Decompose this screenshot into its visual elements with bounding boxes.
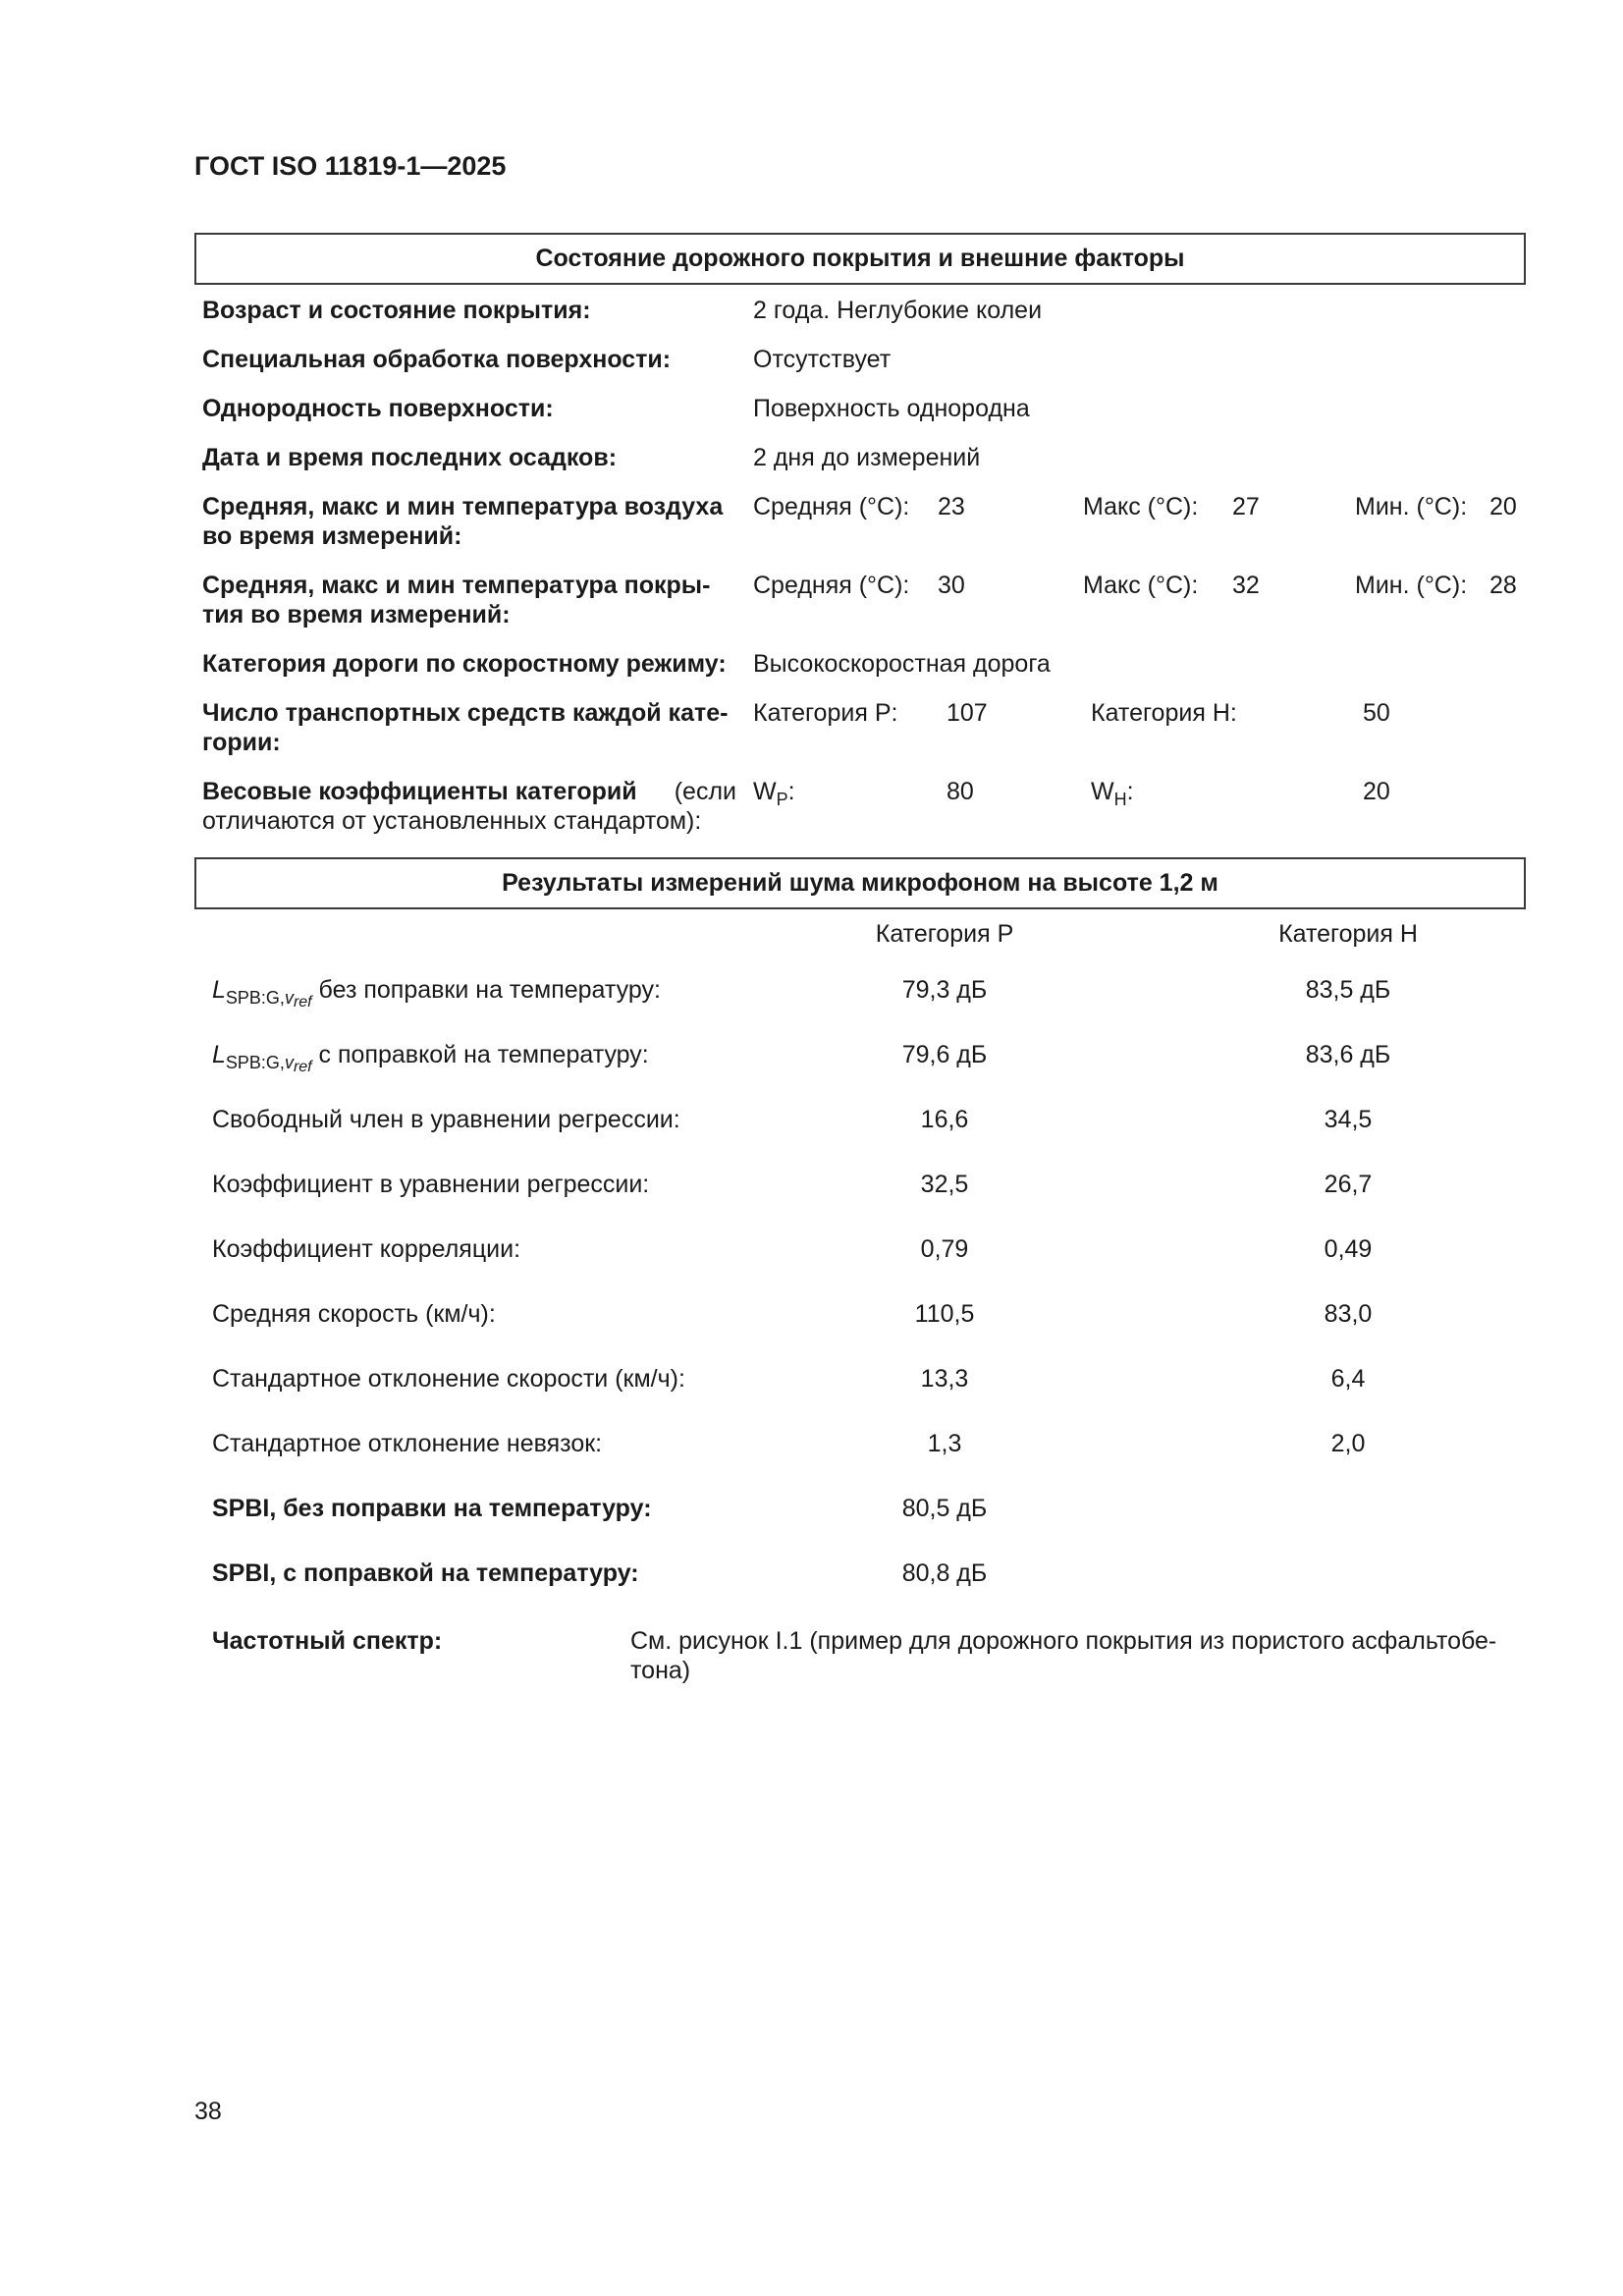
- results-value-category-p: 110,5: [914, 1300, 975, 1328]
- label-weights-line1: [202, 777, 736, 806]
- section-conditions-header: [194, 233, 1526, 285]
- results-row-label: Стандартное отклонение скорости (км/ч):: [212, 1365, 685, 1393]
- surface-temp-avg-label: Средняя (°C):: [753, 572, 910, 599]
- label-rain: Дата и время последних осадков:: [202, 444, 618, 471]
- results-row-label: $L_{SPB:G,vref}$ без поправки на температуру:: [212, 976, 661, 1011]
- air-temp-max-label: Макс (°C):: [1083, 493, 1199, 520]
- label-air-temp-line1: Средняя, макс и мин температура воздуха: [202, 493, 724, 520]
- surface-temp-min-value: 28: [1489, 572, 1517, 599]
- results-value-category-h: 83,0: [1324, 1300, 1373, 1328]
- results-value-category-p: 79,6 дБ: [901, 1041, 988, 1068]
- vehicles-cat-h-label: Категория H:: [1091, 699, 1237, 727]
- results-value-category-h: 2,0: [1330, 1430, 1366, 1457]
- section-results-title: Результаты измерений шума микрофоном на высоте 1,2 м: [502, 869, 1218, 897]
- results-row-label: SPBI, с поправкой на температуру:: [212, 1559, 639, 1587]
- weights-wp-value: 80: [947, 778, 974, 805]
- results-row-label: Стандартное отклонение невязок:: [212, 1430, 603, 1457]
- results-value-category-h: 26,7: [1324, 1171, 1373, 1198]
- results-value-category-h: 34,5: [1324, 1106, 1373, 1133]
- results-value-category-h: 0,49: [1324, 1235, 1373, 1263]
- label-vehicles-line1: Число транспортных средств каждой кате-: [202, 699, 729, 727]
- label-weights-normal: (если: [674, 778, 736, 805]
- results-row-label: SPBI, без поправки на температуру:: [212, 1495, 652, 1522]
- value-homogeneity: Поверхность однородна: [753, 395, 1030, 422]
- page-number: 38: [194, 2098, 222, 2125]
- vehicles-cat-h-value: 50: [1363, 699, 1390, 727]
- results-row-label: Коэффициент корреляции:: [212, 1235, 521, 1263]
- surface-temp-min-label: Мин. (°C):: [1355, 572, 1468, 599]
- value-treatment: Отсутствует: [753, 346, 892, 373]
- vehicles-cat-p-value: 107: [947, 699, 988, 727]
- value-rain: 2 дня до измерений: [753, 444, 981, 471]
- surface-temp-avg-value: 30: [938, 572, 965, 599]
- air-temp-max-value: 27: [1232, 493, 1260, 520]
- results-row-label: Средняя скорость (км/ч):: [212, 1300, 496, 1328]
- label-age: Возраст и состояние покрытия:: [202, 297, 591, 324]
- results-row-label: $L_{SPB:G,vref}$ с поправкой на температуру:: [212, 1041, 649, 1075]
- results-value-category-p: 1,3: [927, 1430, 962, 1457]
- label-surface-temp-line1: Средняя, макс и мин температура покры-: [202, 572, 711, 599]
- document-title: ГОСТ ISO 11819-1—2025: [194, 151, 507, 181]
- lspb-symbol: $L_{SPB:G,vref}$: [212, 976, 312, 1011]
- vehicles-cat-p-label: Категория P:: [753, 699, 898, 727]
- weights-wh-value: 20: [1363, 778, 1390, 805]
- label-surface-temp-line2: тия во время измерений:: [202, 601, 511, 629]
- results-value-category-p: 80,5 дБ: [901, 1495, 988, 1522]
- results-value-category-p: 13,3: [920, 1365, 969, 1393]
- results-row-label: Свободный член в уравнении регрессии:: [212, 1106, 680, 1133]
- weights-wh-label: $W_H$:: [1091, 778, 1134, 809]
- results-value-category-p: 79,3 дБ: [901, 976, 988, 1004]
- col-header-category-p: Категория P: [875, 920, 1014, 948]
- spectrum-text-line2: тона): [630, 1657, 691, 1684]
- results-value-category-h: 6,4: [1330, 1365, 1366, 1393]
- value-age: 2 года. Неглубокие колеи: [753, 297, 1043, 324]
- air-temp-avg-label: Средняя (°C):: [753, 493, 910, 520]
- air-temp-min-value: 20: [1489, 493, 1517, 520]
- section-results-header: [194, 857, 1526, 909]
- results-value-category-p: 16,6: [920, 1106, 969, 1133]
- label-treatment: Специальная обработка поверхности:: [202, 346, 672, 373]
- results-value-category-h: 83,6 дБ: [1305, 1041, 1391, 1068]
- lspb-symbol: $L_{SPB:G,vref}$: [212, 1041, 312, 1075]
- results-value-category-h: 83,5 дБ: [1305, 976, 1391, 1004]
- results-value-category-p: 32,5: [920, 1171, 969, 1198]
- label-speed-category: Категория дороги по скоростному режиму:: [202, 650, 727, 678]
- surface-temp-max-value: 32: [1232, 572, 1260, 599]
- results-value-category-p: 0,79: [920, 1235, 969, 1263]
- air-temp-avg-value: 23: [938, 493, 965, 520]
- label-air-temp-line2: во время измерений:: [202, 522, 462, 550]
- label-weights-bold: Весовые коэффициенты категорий: [202, 778, 637, 805]
- results-value-category-p: 80,8 дБ: [901, 1559, 988, 1587]
- air-temp-min-label: Мин. (°C):: [1355, 493, 1468, 520]
- section-conditions-title: Состояние дорожного покрытия и внешние факторы: [535, 245, 1185, 272]
- value-speed-category: Высокоскоростная дорога: [753, 650, 1051, 678]
- col-header-category-h: Категория H: [1278, 920, 1418, 948]
- surface-temp-max-label: Макс (°C):: [1083, 572, 1199, 599]
- label-vehicles-line2: гории:: [202, 729, 281, 756]
- spectrum-text-line1: См. рисунок I.1 (пример для дорожного покрытия из пористого асфальтобе-: [630, 1627, 1497, 1655]
- weights-wp-label: $W_P$:: [753, 778, 795, 809]
- label-spectrum: Частотный спектр:: [212, 1627, 443, 1655]
- label-weights-line2: отличаются от установленных стандартом):: [202, 807, 702, 835]
- results-row-label: Коэффициент в уравнении регрессии:: [212, 1171, 650, 1198]
- label-homogeneity: Однородность поверхности:: [202, 395, 554, 422]
